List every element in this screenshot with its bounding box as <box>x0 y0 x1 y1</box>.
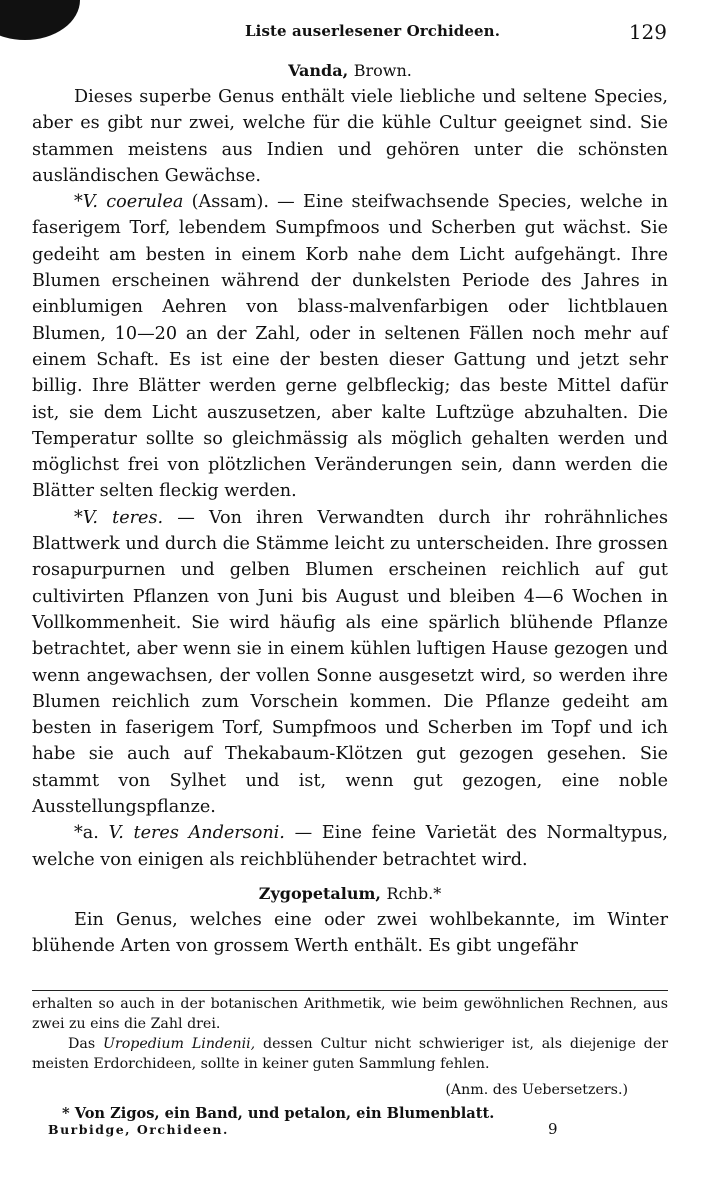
species-name: V. coerulea <box>82 192 184 213</box>
footnote-uropedium <box>32 1034 668 1074</box>
species-name: V. teres. <box>82 507 164 528</box>
footnote-text: dessen Cultur nicht schwieriger ist, als diejenige der meisten Erdorchideen, sollte in keiner guten Sammlung fehlen. <box>32 1036 668 1072</box>
footnote-text: Das <box>68 1036 104 1052</box>
variety-name: V. teres Andersoni. <box>108 823 285 844</box>
section-heading-zygopetalum <box>32 881 668 907</box>
vanda-andersoni-paragraph <box>32 820 668 873</box>
vanda-teres-paragraph <box>32 505 668 821</box>
species-description: (Assam). — Eine steifwachsende Species, welche in faserigem Torf, lebendem Sumpfmoos und Scherben gut wächst. Sie gedeiht am besten in einem Korb nahe dem Licht aufgehängt. Ihre Blumen erscheinen während der dunkelsten Periode des Jahres in einblumigen Aehren von blass-malvenfarbigen oder lichtblauen Blumen, 10—20 an der Zahl, oder in seltenen Fällen noch mehr auf einem Schaft. Es ist eine der besten dieser Gattung und jetzt sehr billig. Ihre Blätter werden gerne gelbfleckig; das beste Mittel dafür ist, sie dem Licht auszusetzen, aber kalte Luftzüge abzuhalten. Die Temperatur sollte so gleichmässig als möglich gehalten werden und möglichst frei von plötzlichen Veränderungen sein, dann werden die Blätter selten fleckig werden. <box>32 192 668 502</box>
page-number: 129 <box>628 20 667 44</box>
body-text <box>32 58 668 960</box>
variety-description: — Eine feine Varietät des Normaltypus, welche von einigen als reichblühender betrachtet wird. <box>32 823 668 870</box>
footnote-species-name: Uropedium Lindenii, <box>103 1036 256 1052</box>
species-description: — Von ihren Verwandten durch ihr rohrähnliches Blattwerk und durch die Stämme leicht zu unterscheiden. Ihre grossen rosapurpurnen und gelben Blumen erscheinen reichlich auf gut cultivirten Pflanzen von Juni bis August und bleiben 4—6 Wochen in Vollkommenheit. Sie wird häufig als eine spärlich blühende Pflanze betrachtet, aber wenn sie in einem kühlen luftigen Hause gezogen und wenn angewachsen, der vollen Sonne ausgesetzt wird, so werden ihre Blumen reichlich zum Vorschein kommen. Die Pflanze gedeiht am besten in faserigem Torf, Sumpfmoos und Scherben im Topf und ich habe sie auch auf Thekabaum-Klötzen gut gezogen gesehen. Sie stammt von Sylhet und ist, wenn gut gezogen, eine noble Ausstellungspflanze. <box>32 507 668 818</box>
footnote-zygos: * Von Zigos, ein Band, und petalon, ein Blumenblatt. <box>62 1105 495 1122</box>
genus-author: Brown. <box>353 61 412 80</box>
footnotes <box>32 990 668 1124</box>
species-mark: * <box>74 507 83 528</box>
printer-signature: Burbidge, Orchideen. <box>48 1122 229 1137</box>
species-mark: * <box>74 192 83 213</box>
genus-author: Rchb.* <box>386 883 442 903</box>
section-heading-vanda <box>32 58 668 84</box>
page-header <box>0 18 701 46</box>
running-title: Liste auserlesener Orchideen. <box>245 22 501 40</box>
page-footer <box>32 1120 668 1144</box>
sheet-number: 9 <box>548 1120 558 1138</box>
vanda-intro-paragraph: Dieses superbe Genus enthält viele liebliche und seltene Species, aber es gibt nur zwei, welche für die kühle Cultur geeignet sind. Sie stammen meistens aus Indien und gehören unter die schönsten ausländischen Gewächse. <box>32 87 668 186</box>
genus-name: Zygopetalum, <box>258 883 381 903</box>
footnote-continued: erhalten so auch in der botanischen Arithmetik, wie beim gewöhnlichen Rechnen, aus zwei zu eins die Zahl drei. <box>32 996 668 1032</box>
translator-note: (Anm. des Uebersetzers.) <box>445 1082 628 1098</box>
zygopetalum-intro-paragraph: Ein Genus, welches eine oder zwei wohlbekannte, im Winter blühende Arten von grossem Werth enthält. Es gibt ungefähr <box>32 909 668 957</box>
vanda-coerulea-paragraph <box>32 189 668 505</box>
variety-mark: *a. <box>74 823 99 844</box>
genus-name: Vanda, <box>288 61 349 80</box>
